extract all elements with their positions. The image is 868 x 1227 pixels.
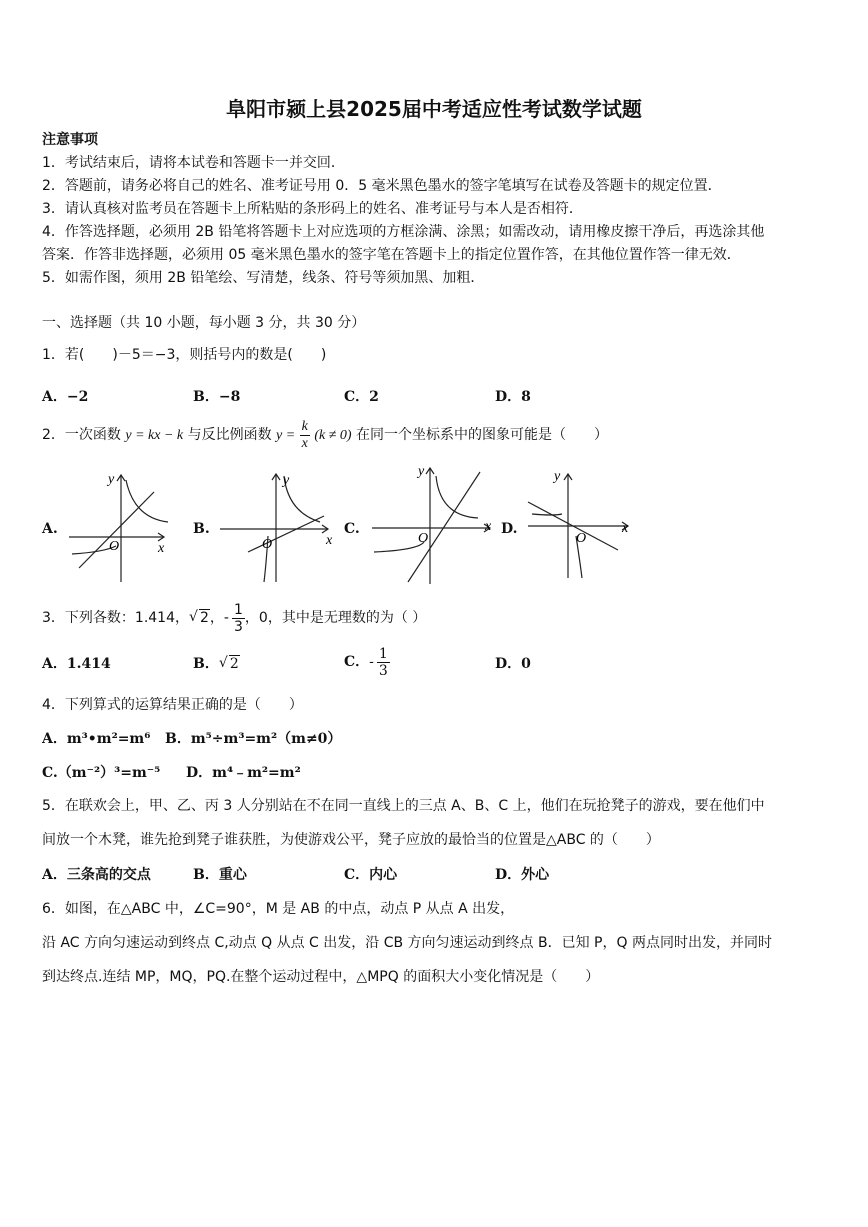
notice-item: 5．如需作图，须用 2B 铅笔绘、写清楚，线条、符号等须加黑、加粗． [42, 270, 485, 286]
q4-option-c: C.（m⁻²）³=m⁻⁵ [42, 765, 161, 781]
notice-item: 答案．作答非选择题，必须用 05 毫米黑色墨水的签字笔在答题卡上的指定位置作答，在其他位置作答一律无效． [42, 247, 741, 263]
notice-item: 4．作答选择题，必须用 2B 铅笔将答题卡上对应选项的方框涂满、涂黑；如需改动，请用橡皮擦干净后，再选涂其他 [42, 224, 765, 240]
q2-label-a: A. [42, 521, 58, 537]
q2-fraction [300, 419, 310, 452]
question-4-stem: 4．下列算式的运算结果正确的是（ ） [42, 697, 303, 713]
q3-option-c-fraction [377, 646, 390, 679]
q3-option-b [193, 655, 240, 673]
q3-fraction [232, 602, 245, 635]
q4-option-a: A．m³•m²=m⁶ [42, 731, 151, 747]
q2-graph-c [368, 462, 498, 588]
q3-option-b-sqrt [219, 655, 240, 673]
y-axis-label: y [283, 473, 290, 488]
q2-condition: (k ≠ 0) [314, 428, 352, 443]
q2-graph-d [524, 470, 636, 582]
q2-graph-a [64, 470, 174, 585]
q2-label-c: C. [344, 521, 360, 537]
question-3-stem [42, 598, 426, 638]
x-axis-label: x [622, 521, 629, 536]
q3-option-c-neg: - [369, 654, 374, 670]
section-heading: 一、选择题（共 10 小题，每小题 3 分，共 30 分） [42, 315, 366, 331]
origin-label: O [418, 531, 429, 546]
q3-prefix: 3．下列各数：1.414， [42, 610, 189, 626]
q3-sqrt-radicand: 2 [200, 610, 209, 626]
question-5-line: 间放一个木凳，谁先抢到凳子谁获胜，为使游戏公平，凳子应放的最恰当的位置是△ABC 的（ ） [42, 832, 660, 848]
hyperbola-branch [126, 480, 168, 522]
notice-item: 2．答题前，请务必将自己的姓名、准考证号用 0．5 毫米黑色墨水的签字笔填写在试卷及答题卡的规定位置． [42, 178, 722, 194]
q3-fraction-num: 1 [233, 601, 243, 618]
hyperbola-branch [436, 476, 478, 518]
q5-option-b: B．重心 [193, 867, 247, 883]
question-6-line: 6．如图，在△ABC 中，∠C=90°，M 是 AB 的中点，动点 P 从点 A 出发， [42, 901, 515, 917]
question-5-line: 5．在联欢会上，甲、乙、丙 3 人分别站在不在同一直线上的三点 A、B、C 上，他们在玩抢凳子的游戏，要在他们中 [42, 798, 765, 814]
hyperbola-branch [532, 514, 562, 515]
q2-fraction-num: k [301, 418, 308, 434]
q2-prefix: 2．一次函数 [42, 427, 121, 443]
q5-option-a: A．三条高的交点 [42, 867, 151, 883]
origin-label: O [576, 531, 587, 546]
page-title: 阜阳市颍上县2025届中考适应性考试数学试题 [226, 97, 642, 121]
linear-graph [248, 516, 324, 552]
q1-option-a: A．−2 [42, 389, 89, 405]
q2-mid: 与反比例函数 [187, 427, 272, 443]
notice-heading: 注意事项 [42, 132, 98, 148]
q2-linear-func: y = kx − k [125, 428, 184, 443]
linear-graph [408, 472, 480, 582]
q1-option-c: C．2 [344, 389, 379, 405]
q2-label-b: B. [193, 521, 210, 537]
q3-option-c-label: C． [344, 654, 370, 670]
hyperbola-branch [374, 542, 424, 552]
linear-graph [79, 492, 154, 568]
notice-item: 3．请认真核对监考员在答题卡上所粘贴的条形码上的姓名、准考证号与本人是否相符． [42, 201, 583, 217]
q5-option-c: C．内心 [344, 867, 398, 883]
q3-fraction-den: 3 [233, 618, 243, 635]
origin-label: O [262, 537, 273, 552]
q2-suffix: 在同一个坐标系中的图象可能是（ ） [356, 427, 609, 443]
x-axis-label: x [326, 533, 333, 548]
y-axis-label: y [418, 464, 425, 479]
q4-option-d: D．m⁴﹣m²=m² [186, 765, 301, 781]
y-axis-label: y [108, 472, 115, 487]
y-axis-label: y [554, 470, 561, 484]
q3-suffix: ，0，其中是无理数的为（ ） [244, 610, 427, 626]
x-axis-label: x [158, 541, 165, 556]
hyperbola-branch [284, 476, 320, 522]
q3-sqrt [189, 598, 210, 638]
q3-option-c-num: 1 [378, 645, 388, 662]
q3-option-c-den: 3 [378, 662, 388, 679]
q3-option-d: D．0 [495, 656, 531, 672]
notice-item: 1．考试结束后，请将本试卷和答题卡一并交回． [42, 155, 345, 171]
question-6-line: 沿 AC 方向匀速运动到终点 C,动点 Q 从点 C 出发，沿 CB 方向匀速运动到终点 B．已知 P，Q 两点同时出发，并同时 [42, 935, 772, 951]
q3-option-c [344, 642, 390, 682]
question-6-line: 到达终点.连结 MP，MQ，PQ.在整个运动过程中，△MPQ 的面积大小变化情况是（ ） [42, 969, 600, 985]
question-2-stem [42, 418, 608, 453]
q3-option-b-label: B． [193, 656, 219, 672]
x-axis-label: x [485, 519, 492, 534]
q2-fraction-den: x [301, 435, 308, 451]
q1-option-b: B．−8 [193, 389, 241, 405]
q3-option-b-radicand: 2 [229, 656, 239, 672]
q1-option-d: D．8 [495, 389, 531, 405]
q5-option-d: D．外心 [495, 867, 550, 883]
q2-label-d: D. [501, 521, 518, 537]
q2-graph-b [216, 470, 338, 585]
origin-label: O [109, 539, 120, 554]
q3-comma: ， [209, 610, 224, 626]
q3-neg: - [223, 610, 229, 626]
question-1-stem: 1．若( )－5＝−3，则括号内的数是( ) [42, 347, 327, 363]
q4-option-b: B．m⁵÷m³=m²（m≠0） [165, 731, 342, 747]
q2-inverse-lhs: y = [276, 428, 296, 443]
q3-option-a: A．1.414 [42, 656, 111, 672]
